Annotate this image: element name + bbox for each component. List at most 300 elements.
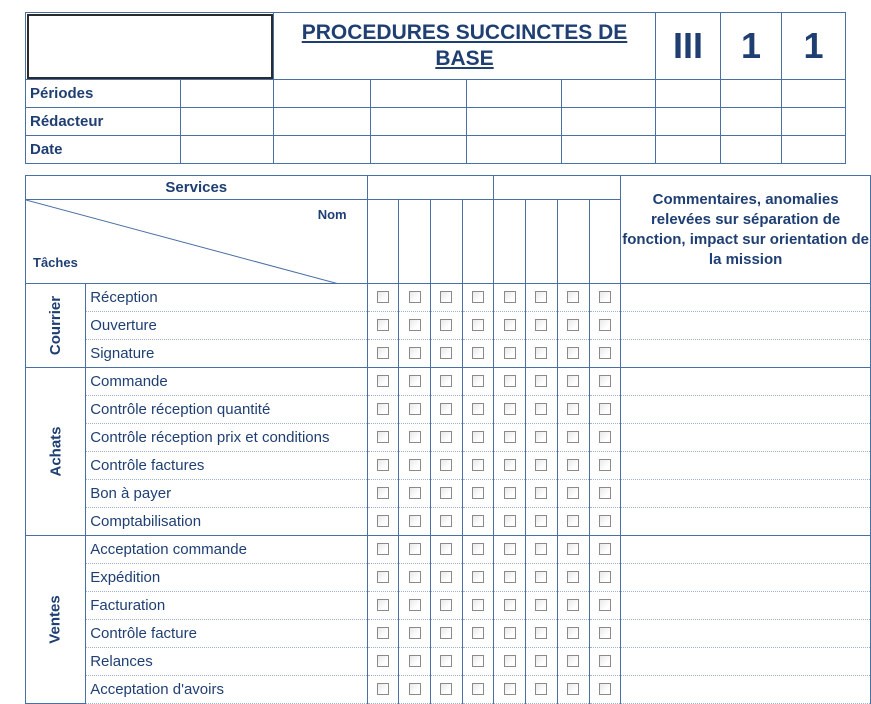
task-checkbox[interactable]	[504, 571, 516, 583]
task-checkbox[interactable]	[377, 319, 389, 331]
task-row	[26, 340, 871, 368]
task-checkbox[interactable]	[504, 543, 516, 555]
task-checkbox[interactable]	[567, 319, 579, 331]
checkbox-cell	[431, 564, 463, 592]
checkbox-cell	[526, 340, 558, 368]
task-checkbox[interactable]	[440, 459, 452, 471]
task-checkbox[interactable]	[440, 683, 452, 695]
meta-cell[interactable]	[721, 108, 782, 136]
task-checkbox[interactable]	[567, 543, 579, 555]
task-checkbox[interactable]	[377, 515, 389, 527]
checkbox-cell	[526, 508, 558, 536]
meta-label-redacteur: Rédacteur	[26, 108, 181, 136]
comment-cell[interactable]	[621, 620, 871, 648]
checkbox-cell	[431, 480, 463, 508]
checkbox-cell	[589, 284, 621, 312]
checkbox-cell	[494, 508, 526, 536]
checkbox-cell	[494, 564, 526, 592]
meta-cell[interactable]	[371, 108, 467, 136]
comment-cell[interactable]	[621, 340, 871, 368]
task-checkbox[interactable]	[567, 515, 579, 527]
comment-cell[interactable]	[621, 452, 871, 480]
meta-cell[interactable]	[181, 108, 274, 136]
task-label: Réception	[86, 284, 367, 312]
meta-row-periodes	[26, 80, 846, 108]
checkbox-cell	[494, 368, 526, 396]
task-checkbox[interactable]	[535, 347, 547, 359]
task-checkbox[interactable]	[377, 487, 389, 499]
task-checkbox[interactable]	[440, 347, 452, 359]
person-name-cell[interactable]	[431, 200, 463, 284]
checkbox-cell	[431, 312, 463, 340]
task-checkbox[interactable]	[472, 627, 484, 639]
task-checkbox[interactable]	[409, 487, 421, 499]
checkbox-cell	[431, 676, 463, 704]
code-page: 1	[782, 13, 846, 80]
task-checkbox[interactable]	[535, 655, 547, 667]
task-checkbox[interactable]	[377, 403, 389, 415]
task-checkbox[interactable]	[409, 319, 421, 331]
separation-of-duties-grid	[25, 175, 871, 704]
checkbox-cell	[526, 592, 558, 620]
checkbox-cell	[557, 620, 589, 648]
checkbox-cell	[589, 480, 621, 508]
task-row	[26, 676, 871, 704]
task-checkbox[interactable]	[504, 403, 516, 415]
checkbox-cell	[589, 648, 621, 676]
checkbox-cell	[462, 452, 494, 480]
checkbox-cell	[399, 396, 431, 424]
task-checkbox[interactable]	[377, 347, 389, 359]
checkbox-cell	[557, 284, 589, 312]
checkbox-cell	[557, 648, 589, 676]
task-checkbox[interactable]	[409, 347, 421, 359]
task-checkbox[interactable]	[472, 487, 484, 499]
task-label: Facturation	[86, 592, 367, 620]
checkbox-cell	[367, 620, 399, 648]
checkbox-cell	[431, 424, 463, 452]
checkbox-cell	[557, 480, 589, 508]
task-checkbox[interactable]	[472, 599, 484, 611]
person-name-cell[interactable]	[526, 200, 558, 284]
task-checkbox[interactable]	[377, 627, 389, 639]
checkbox-cell	[589, 452, 621, 480]
checkbox-cell	[399, 592, 431, 620]
task-checkbox[interactable]	[472, 459, 484, 471]
task-checkbox[interactable]	[567, 571, 579, 583]
comment-cell[interactable]	[621, 592, 871, 620]
comment-cell[interactable]	[621, 536, 871, 564]
diagonal-header-cell	[26, 200, 368, 284]
checkbox-cell	[367, 340, 399, 368]
task-checkbox[interactable]	[504, 487, 516, 499]
task-checkbox[interactable]	[535, 403, 547, 415]
task-row	[26, 480, 871, 508]
meta-cell[interactable]	[656, 80, 721, 108]
task-checkbox[interactable]	[599, 347, 611, 359]
person-name-cell[interactable]	[589, 200, 621, 284]
meta-cell[interactable]	[371, 80, 467, 108]
group-label: Ventes	[47, 594, 65, 644]
task-checkbox[interactable]	[440, 571, 452, 583]
meta-cell[interactable]	[274, 136, 371, 164]
checkbox-cell	[462, 340, 494, 368]
task-checkbox[interactable]	[504, 431, 516, 443]
meta-cell[interactable]	[467, 80, 562, 108]
checkbox-cell	[462, 368, 494, 396]
task-checkbox[interactable]	[440, 403, 452, 415]
task-row	[26, 368, 871, 396]
checkbox-cell	[367, 564, 399, 592]
task-checkbox[interactable]	[472, 683, 484, 695]
services-header: Services	[26, 176, 368, 200]
task-checkbox[interactable]	[599, 319, 611, 331]
meta-cell[interactable]	[467, 136, 562, 164]
checkbox-cell	[462, 592, 494, 620]
checkbox-cell	[399, 340, 431, 368]
person-name-cell[interactable]	[367, 200, 399, 284]
task-checkbox[interactable]	[440, 599, 452, 611]
task-checkbox[interactable]	[567, 347, 579, 359]
checkbox-cell	[431, 396, 463, 424]
checkbox-cell	[399, 564, 431, 592]
checkbox-cell	[589, 508, 621, 536]
task-checkbox[interactable]	[599, 375, 611, 387]
checkbox-cell	[399, 508, 431, 536]
task-checkbox[interactable]	[599, 627, 611, 639]
person-name-cell[interactable]	[494, 200, 526, 284]
task-checkbox[interactable]	[535, 375, 547, 387]
task-label: Expédition	[86, 564, 367, 592]
meta-cell[interactable]	[656, 136, 721, 164]
logo-placeholder-box[interactable]	[26, 13, 274, 80]
checkbox-cell	[589, 592, 621, 620]
task-checkbox[interactable]	[567, 291, 579, 303]
task-checkbox[interactable]	[440, 431, 452, 443]
task-checkbox[interactable]	[409, 571, 421, 583]
task-checkbox[interactable]	[440, 515, 452, 527]
task-checkbox[interactable]	[567, 375, 579, 387]
person-name-cell[interactable]	[557, 200, 589, 284]
task-checkbox[interactable]	[599, 431, 611, 443]
checkbox-cell	[431, 648, 463, 676]
task-checkbox[interactable]	[567, 487, 579, 499]
task-checkbox[interactable]	[599, 459, 611, 471]
meta-row-redacteur	[26, 108, 846, 136]
meta-cell[interactable]	[721, 136, 782, 164]
checkbox-cell	[526, 284, 558, 312]
meta-cell[interactable]	[656, 108, 721, 136]
task-checkbox[interactable]	[504, 375, 516, 387]
task-checkbox[interactable]	[377, 291, 389, 303]
checkbox-cell	[589, 564, 621, 592]
task-checkbox[interactable]	[567, 599, 579, 611]
meta-cell[interactable]	[467, 108, 562, 136]
task-checkbox[interactable]	[440, 543, 452, 555]
task-row	[26, 536, 871, 564]
task-checkbox[interactable]	[504, 599, 516, 611]
service-name-cell-2[interactable]	[494, 176, 621, 200]
checkbox-cell	[367, 284, 399, 312]
group-label-cell	[26, 536, 86, 704]
task-checkbox[interactable]	[535, 319, 547, 331]
checkbox-cell	[557, 536, 589, 564]
task-checkbox[interactable]	[377, 375, 389, 387]
task-checkbox[interactable]	[377, 599, 389, 611]
checkbox-cell	[431, 592, 463, 620]
task-checkbox[interactable]	[440, 655, 452, 667]
checkbox-cell	[526, 536, 558, 564]
meta-cell[interactable]	[181, 136, 274, 164]
task-checkbox[interactable]	[377, 655, 389, 667]
checkbox-cell	[526, 648, 558, 676]
checkbox-cell	[462, 620, 494, 648]
task-row	[26, 452, 871, 480]
task-checkbox[interactable]	[599, 543, 611, 555]
comment-cell[interactable]	[621, 508, 871, 536]
checkbox-cell	[494, 480, 526, 508]
task-label: Relances	[86, 648, 367, 676]
task-checkbox[interactable]	[599, 655, 611, 667]
comment-cell[interactable]	[621, 564, 871, 592]
title-line-2: BASE	[435, 47, 494, 70]
task-checkbox[interactable]	[409, 599, 421, 611]
task-checkbox[interactable]	[567, 403, 579, 415]
code-section: III	[656, 13, 721, 80]
comment-cell[interactable]	[621, 424, 871, 452]
task-checkbox[interactable]	[504, 627, 516, 639]
checkbox-cell	[526, 620, 558, 648]
checkbox-cell	[367, 396, 399, 424]
task-checkbox[interactable]	[409, 515, 421, 527]
task-checkbox[interactable]	[377, 459, 389, 471]
checkbox-cell	[494, 648, 526, 676]
meta-cell[interactable]	[562, 108, 656, 136]
checkbox-cell	[589, 424, 621, 452]
task-checkbox[interactable]	[504, 459, 516, 471]
comment-cell[interactable]	[621, 368, 871, 396]
task-checkbox[interactable]	[440, 375, 452, 387]
checkbox-cell	[526, 480, 558, 508]
checkbox-cell	[367, 312, 399, 340]
task-checkbox[interactable]	[472, 571, 484, 583]
task-checkbox[interactable]	[440, 291, 452, 303]
task-checkbox[interactable]	[535, 431, 547, 443]
checkbox-cell	[367, 676, 399, 704]
task-checkbox[interactable]	[377, 683, 389, 695]
task-checkbox[interactable]	[472, 515, 484, 527]
checkbox-cell	[367, 508, 399, 536]
code-chapter: 1	[721, 13, 782, 80]
comment-cell[interactable]	[621, 312, 871, 340]
checkbox-cell	[399, 284, 431, 312]
task-checkbox[interactable]	[409, 431, 421, 443]
task-checkbox[interactable]	[535, 627, 547, 639]
task-checkbox[interactable]	[535, 459, 547, 471]
nom-label: Nom	[317, 207, 347, 222]
task-checkbox[interactable]	[599, 487, 611, 499]
checkbox-cell	[399, 480, 431, 508]
task-checkbox[interactable]	[472, 543, 484, 555]
checkbox-cell	[494, 592, 526, 620]
checkbox-cell	[494, 424, 526, 452]
task-checkbox[interactable]	[567, 431, 579, 443]
task-checkbox[interactable]	[409, 627, 421, 639]
task-checkbox[interactable]	[535, 683, 547, 695]
checkbox-cell	[589, 676, 621, 704]
checkbox-cell	[494, 620, 526, 648]
task-checkbox[interactable]	[472, 347, 484, 359]
task-checkbox[interactable]	[599, 515, 611, 527]
checkbox-cell	[494, 340, 526, 368]
task-label: Commande	[86, 368, 367, 396]
task-checkbox[interactable]	[472, 403, 484, 415]
task-checkbox[interactable]	[535, 571, 547, 583]
task-checkbox[interactable]	[535, 543, 547, 555]
task-checkbox[interactable]	[472, 319, 484, 331]
task-checkbox[interactable]	[504, 291, 516, 303]
task-checkbox[interactable]	[504, 655, 516, 667]
task-checkbox[interactable]	[599, 403, 611, 415]
person-name-cell[interactable]	[462, 200, 494, 284]
task-checkbox[interactable]	[504, 515, 516, 527]
task-checkbox[interactable]	[409, 459, 421, 471]
task-label: Acceptation commande	[86, 536, 367, 564]
task-label: Contrôle réception quantité	[86, 396, 367, 424]
checkbox-cell	[494, 284, 526, 312]
task-checkbox[interactable]	[599, 599, 611, 611]
meta-row-date	[26, 136, 846, 164]
meta-cell[interactable]	[274, 80, 371, 108]
task-checkbox[interactable]	[409, 683, 421, 695]
checkbox-cell	[431, 368, 463, 396]
task-checkbox[interactable]	[504, 683, 516, 695]
meta-cell[interactable]	[721, 80, 782, 108]
task-label: Contrôle factures	[86, 452, 367, 480]
task-checkbox[interactable]	[472, 291, 484, 303]
task-checkbox[interactable]	[472, 655, 484, 667]
checkbox-cell	[367, 480, 399, 508]
task-row	[26, 648, 871, 676]
task-checkbox[interactable]	[535, 515, 547, 527]
checkbox-cell	[557, 396, 589, 424]
meta-cell[interactable]	[181, 80, 274, 108]
task-checkbox[interactable]	[535, 599, 547, 611]
task-checkbox[interactable]	[409, 403, 421, 415]
group-label-cell	[26, 368, 86, 536]
checkbox-cell	[431, 340, 463, 368]
task-checkbox[interactable]	[567, 683, 579, 695]
task-row	[26, 284, 871, 312]
comments-header: Commentaires, anomalies relevées sur séparation de fonction, impact sur orientation de la mission	[621, 176, 871, 284]
meta-cell[interactable]	[562, 80, 656, 108]
person-name-cell[interactable]	[399, 200, 431, 284]
meta-label-periodes: Périodes	[26, 80, 181, 108]
comment-cell[interactable]	[621, 676, 871, 704]
group-label: Courrier	[47, 295, 65, 355]
task-checkbox[interactable]	[409, 655, 421, 667]
meta-cell[interactable]	[371, 136, 467, 164]
task-checkbox[interactable]	[599, 291, 611, 303]
task-row	[26, 564, 871, 592]
task-checkbox[interactable]	[377, 543, 389, 555]
task-checkbox[interactable]	[377, 431, 389, 443]
task-row	[26, 396, 871, 424]
checkbox-cell	[367, 368, 399, 396]
checkbox-cell	[526, 452, 558, 480]
meta-cell[interactable]	[782, 108, 846, 136]
checkbox-cell	[367, 424, 399, 452]
task-checkbox[interactable]	[535, 291, 547, 303]
checkbox-cell	[399, 676, 431, 704]
group-label-cell	[26, 284, 86, 368]
task-checkbox[interactable]	[567, 627, 579, 639]
task-checkbox[interactable]	[472, 375, 484, 387]
task-label: Comptabilisation	[86, 508, 367, 536]
meta-cell[interactable]	[562, 136, 656, 164]
task-checkbox[interactable]	[599, 571, 611, 583]
task-checkbox[interactable]	[440, 319, 452, 331]
checkbox-cell	[557, 564, 589, 592]
checkbox-cell	[431, 508, 463, 536]
task-checkbox[interactable]	[567, 459, 579, 471]
checkbox-cell	[399, 424, 431, 452]
task-checkbox[interactable]	[409, 543, 421, 555]
checkbox-cell	[462, 284, 494, 312]
checkbox-cell	[557, 676, 589, 704]
meta-cell[interactable]	[274, 108, 371, 136]
task-checkbox[interactable]	[567, 655, 579, 667]
task-row	[26, 424, 871, 452]
task-label: Contrôle facture	[86, 620, 367, 648]
checkbox-cell	[399, 648, 431, 676]
task-checkbox[interactable]	[409, 375, 421, 387]
checkbox-cell	[399, 452, 431, 480]
task-checkbox[interactable]	[440, 627, 452, 639]
task-checkbox[interactable]	[440, 487, 452, 499]
comment-cell[interactable]	[621, 648, 871, 676]
checkbox-cell	[526, 564, 558, 592]
service-name-cell-1[interactable]	[367, 176, 494, 200]
comment-cell[interactable]	[621, 396, 871, 424]
task-checkbox[interactable]	[377, 571, 389, 583]
task-checkbox[interactable]	[599, 683, 611, 695]
checkbox-cell	[367, 592, 399, 620]
task-row	[26, 508, 871, 536]
diagonal-line	[26, 200, 339, 284]
task-row	[26, 620, 871, 648]
task-checkbox[interactable]	[409, 291, 421, 303]
meta-cell[interactable]	[782, 136, 846, 164]
checkbox-cell	[399, 536, 431, 564]
comment-cell[interactable]	[621, 284, 871, 312]
checkbox-cell	[494, 676, 526, 704]
header-grid	[25, 12, 846, 164]
checkbox-cell	[589, 536, 621, 564]
task-checkbox[interactable]	[535, 487, 547, 499]
task-checkbox[interactable]	[504, 347, 516, 359]
task-checkbox[interactable]	[472, 431, 484, 443]
checkbox-cell	[494, 312, 526, 340]
title-line-1: PROCEDURES SUCCINCTES DE	[301, 21, 628, 44]
checkbox-cell	[557, 508, 589, 536]
checkbox-cell	[431, 452, 463, 480]
task-checkbox[interactable]	[504, 319, 516, 331]
meta-cell[interactable]	[782, 80, 846, 108]
meta-label-date: Date	[26, 136, 181, 164]
task-label: Ouverture	[86, 312, 367, 340]
comment-cell[interactable]	[621, 480, 871, 508]
